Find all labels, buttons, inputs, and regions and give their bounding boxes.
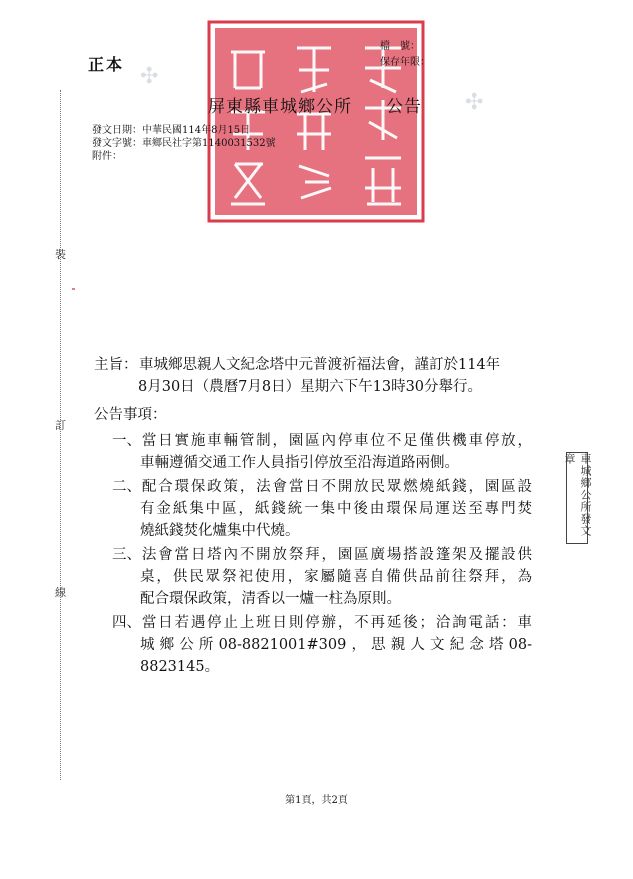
retention-label: 保存年限： — [380, 57, 430, 68]
subject-paragraph — [94, 354, 534, 398]
subject-line: 8月30日（農曆7月8日）星期六下午13時30分舉行。 — [138, 379, 483, 395]
item-number: 一、 — [112, 433, 141, 449]
notice-item — [112, 612, 532, 678]
attachment-label: 附件： — [92, 151, 122, 162]
item-line: 當日實施車輛管制，園區內停車位不足僅供機車停放， — [140, 433, 532, 449]
item-line: 法會當日塔內不開放祭拜，園區廣場搭設篷架及擺設供 — [140, 547, 532, 563]
document-type: 公告 — [386, 97, 422, 117]
item-line: 城鄉公所08-8821001#309，思親人文紀念塔08- — [140, 637, 532, 653]
background-smudge: ✣ — [140, 64, 159, 89]
document-number: 發文字號：車鄉民社字第1140031532號 — [92, 138, 276, 149]
background-smudge: ✣ — [465, 90, 484, 115]
item-line: 8823145。 — [140, 659, 220, 675]
item-line: 有金紙集中區，紙錢統一集中後由環保局運送至專門焚 — [140, 501, 532, 517]
item-line: 燒紙錢焚化爐集中代燒。 — [140, 523, 300, 539]
ink-mark — [72, 288, 75, 290]
notice-item — [112, 476, 532, 542]
subject-label: 主旨： — [94, 357, 138, 373]
item-line: 當日若遇停止上班日則停辦，不再延後；洽詢電話：車 — [140, 615, 532, 631]
item-line: 配合環保政策，法會當日不開放民眾燃燒紙錢，園區設 — [140, 479, 532, 495]
item-number: 四、 — [112, 615, 141, 631]
binding-char-ding: 訂 — [55, 419, 66, 432]
binding-char-xian: 線 — [55, 586, 66, 599]
issue-date: 發文日期：中華民國114年8月15日 — [92, 125, 251, 136]
notice-heading: 公告事項： — [94, 407, 167, 423]
subject-line: 車城鄉思親人文紀念塔中元普渡祈福法會，謹訂於114年 — [139, 357, 501, 373]
item-number: 二、 — [112, 479, 141, 495]
item-line: 桌，供民眾祭祀使用，家屬隨喜自備供品前往祭拜，為 — [140, 569, 532, 585]
copy-label: 正本 — [88, 55, 125, 74]
side-stamp: 車城鄉公所發文章 — [566, 452, 588, 544]
item-line: 車輛遵循交通工作人員指引停放至沿海道路兩側。 — [140, 455, 459, 471]
binding-char-zhuang: 裝 — [55, 248, 66, 261]
notice-item — [112, 430, 532, 474]
notice-item — [112, 544, 532, 610]
file-number-label: 檔 號： — [380, 41, 420, 52]
office-name: 屏東縣車城鄉公所 — [208, 97, 352, 117]
page-number: 第1頁，共2頁 — [285, 795, 348, 806]
document-meta — [92, 124, 276, 163]
item-line: 配合環保政策，清香以一爐一柱為原則。 — [140, 591, 401, 607]
item-number: 三、 — [112, 547, 141, 563]
binding-line — [60, 90, 61, 780]
document-title — [208, 92, 422, 117]
